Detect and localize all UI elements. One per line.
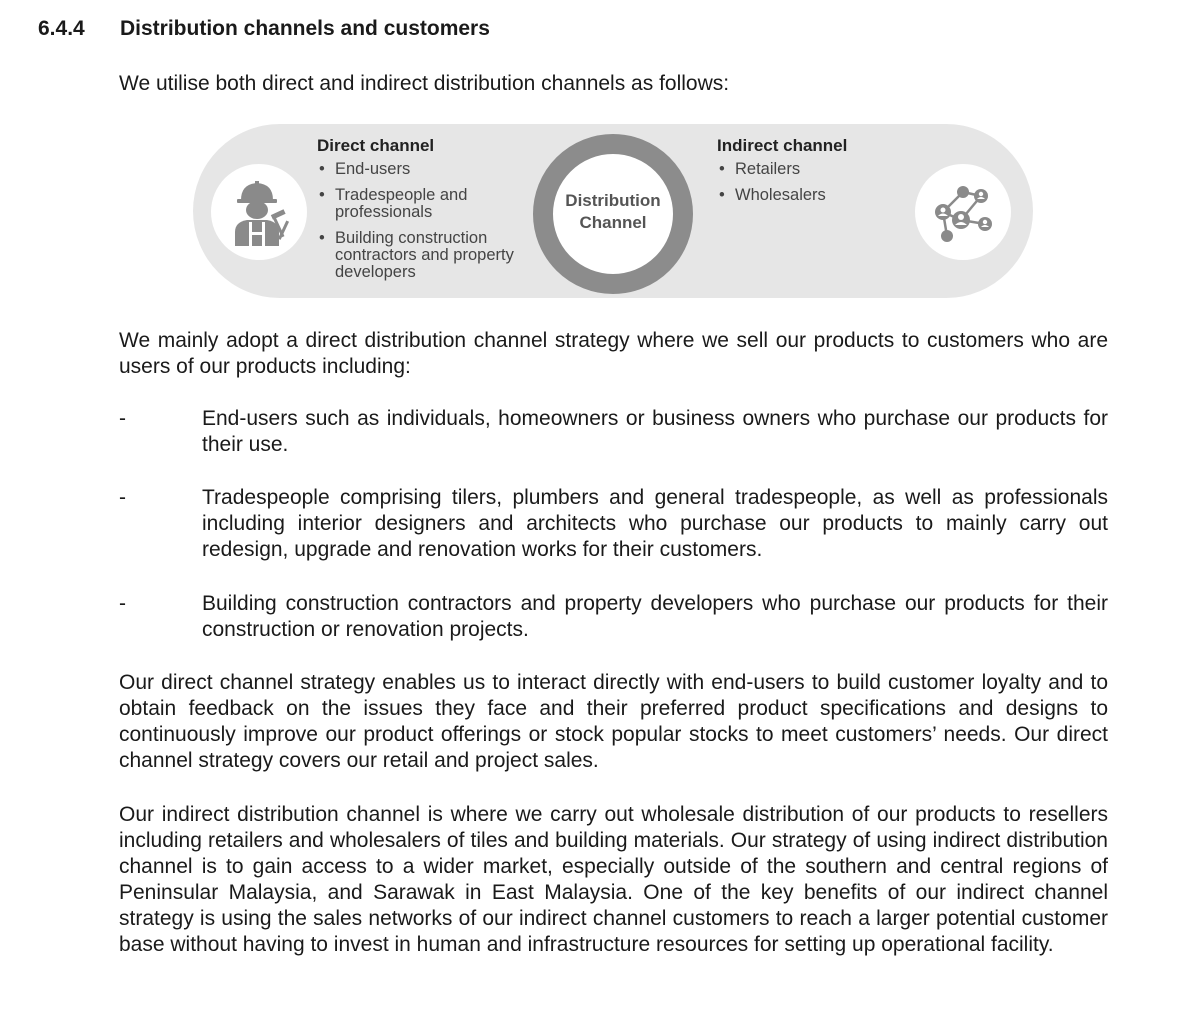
indirect-item: • Retailers: [717, 161, 907, 178]
distribution-channel-label: [528, 190, 698, 234]
paragraph-direct-benefits: Our direct channel strategy enables us to interact directly with end-users to build customer loyalty and to obtain feedback on the issues they face and their preferred product specifications and designs to continuously improve our product offerings or stock popular stocks to meet customers’ needs. Our direct channel strategy covers our retail and project sales.: [119, 671, 1108, 772]
indirect-icon-circle: [915, 164, 1011, 260]
bullet-text: Building construction contractors and property developers who purchase our products for their construction or renovation projects.: [202, 592, 1108, 641]
indirect-channel-title: Indirect channel: [717, 136, 848, 155]
direct-item: • End-users: [317, 161, 527, 178]
section-number: 6.4.4: [38, 17, 85, 40]
bullet-dash: -: [119, 407, 126, 430]
section-heading: [38, 17, 490, 41]
direct-icon-circle: [211, 164, 307, 260]
paragraph-direct-strategy: We mainly adopt a direct distribution channel strategy where we sell our products to customers who are users of our products including:: [119, 329, 1108, 378]
direct-item: • Building construction contractors and property developers: [317, 230, 527, 281]
bullet-dash: -: [119, 592, 126, 615]
indirect-channel-list: [717, 161, 907, 213]
distribution-diagram: [193, 124, 1033, 298]
bullet-text: Tradespeople comprising tilers, plumbers and general tradespeople, as well as professionals including interior designers and architects who purchase our products to mainly carry out redesign, upgrade and renovation works for their customers.: [202, 486, 1108, 561]
center-label-line2: Channel: [579, 213, 647, 232]
bullet-dash: -: [119, 486, 126, 509]
bullet-item: [119, 406, 1108, 458]
center-label-line1: Distribution: [565, 191, 661, 210]
direct-channel-list: [317, 161, 527, 290]
bullet-item: [119, 591, 1108, 643]
paragraph-indirect-channel: Our indirect distribution channel is where we carry out wholesale distribution of our products to resellers including retailers and wholesalers of tiles and building materials. Our strategy of using indirect distribution channel is to gain access to a wider market, especially outside of the southern and central regions of Peninsular Malaysia, and Sarawak in East Malaysia. One of the key benefits of our indirect channel strategy is using the sales networks of our indirect channel customers to reach a larger potential customer base without having to invest in human and infrastructure resources for setting up operational facility.: [119, 803, 1108, 956]
section-title: Distribution channels and customers: [120, 17, 490, 40]
indirect-item: • Wholesalers: [717, 187, 907, 204]
intro-text: We utilise both direct and indirect distribution channels as follows:: [119, 72, 730, 95]
bullet-text: End-users such as individuals, homeowners or business owners who purchase our products for their use.: [202, 407, 1108, 456]
direct-channel-title: Direct channel: [317, 136, 435, 155]
network-people-icon: [923, 172, 1003, 252]
direct-item: • Tradespeople and professionals: [317, 187, 527, 221]
bullet-item: [119, 485, 1108, 563]
construction-worker-icon: [219, 172, 299, 252]
